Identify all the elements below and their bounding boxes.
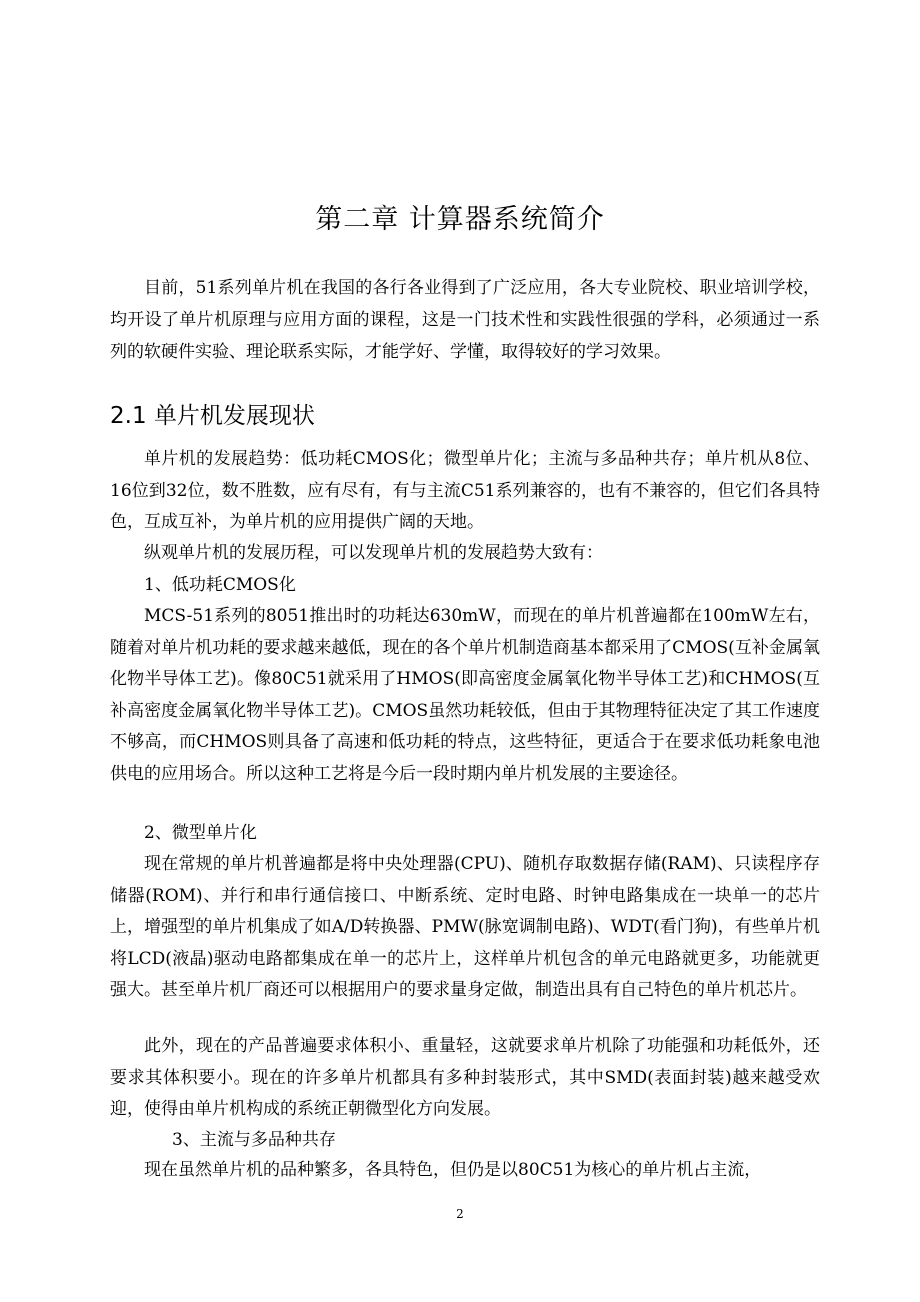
intro-paragraph: 目前，51系列单片机在我国的各行各业得到了广泛应用，各大专业院校、职业培训学校，均开设了单片机原理与应用方面的课程，这是一门技术性和实践性很强的学科，必须通过一系列的软硬件实验、理论联系实际，才能学好、学懂，取得较好的学习效果。 [110,278,820,362]
list-heading: 1、低功耗CMOS化 [144,575,296,595]
paragraph: MCS-51系列的8051推出时的功耗达630mW，而现在的单片机普遍都在100mW左右，随着对单片机功耗的要求越来越低，现在的各个单片机制造商基本都采用了CMOS(互补金属氧化物半导体工艺)。像80C51就采用了HMOS(即高密度金属氧化物半导体工艺)和CHMOS(互补高密度金属氧化物半导体工艺)。CMOS虽然功耗较低，但由于其物理特征决定了其工作速度不够高，而CHMOS则具备了高速和低功耗的特点，这些特征，更适合于在要求低功耗象电池供电的应用场合。所以这种工艺将是今后一段时期内单片机发展的主要途径。 [110,606,820,784]
paragraph: 单片机的发展趋势：低功耗CMOS化；微型单片化；主流与多品种共存；单片机从8位、16位到32位，数不胜数，应有尽有，有与主流C51系列兼容的，也有不兼容的，但它们各具特色，互成互补，为单片机的应用提供广阔的天地。 [110,449,820,533]
list-heading: 2、微型单片化 [144,823,257,843]
list-heading: 3、主流与多品种共存 [172,1130,336,1150]
page-number: 2 [456,1207,464,1221]
chapter-title: 第二章 计算器系统简介 [315,204,605,235]
paragraph: 纵观单片机的发展历程，可以发现单片机的发展趋势大致有： [144,543,603,563]
paragraph: 现在虽然单片机的品种繁多，各具特色，但仍是以80C51为核心的单片机占主流， [144,1160,762,1180]
paragraph: 现在常规的单片机普遍都是将中央处理器(CPU)、随机存取数据存储(RAM)、只读程序存储器(ROM)、并行和串行通信接口、中断系统、定时电路、时钟电路集成在一块单一的芯片上，增强型的单片机集成了如A/D转换器、PMW(脉宽调制电路)、WDT(看门狗)，有些单片机将LCD(液晶)驱动电路都集成在单一的芯片上，这样单片机包含的单元电路就更多，功能就更强大。甚至单片机厂商还可以根据用户的要求量身定做，制造出具有自己特色的单片机芯片。 [110,854,820,1001]
section-heading: 2.1 单片机发展现状 [110,403,315,429]
paragraph: 此外，现在的产品普遍要求体积小、重量轻，这就要求单片机除了功能强和功耗低外，还要求其体积要小。现在的许多单片机都具有多种封装形式，其中SMD(表面封装)越来越受欢迎，使得由单片机构成的系统正朝微型化方向发展。 [110,1036,820,1120]
